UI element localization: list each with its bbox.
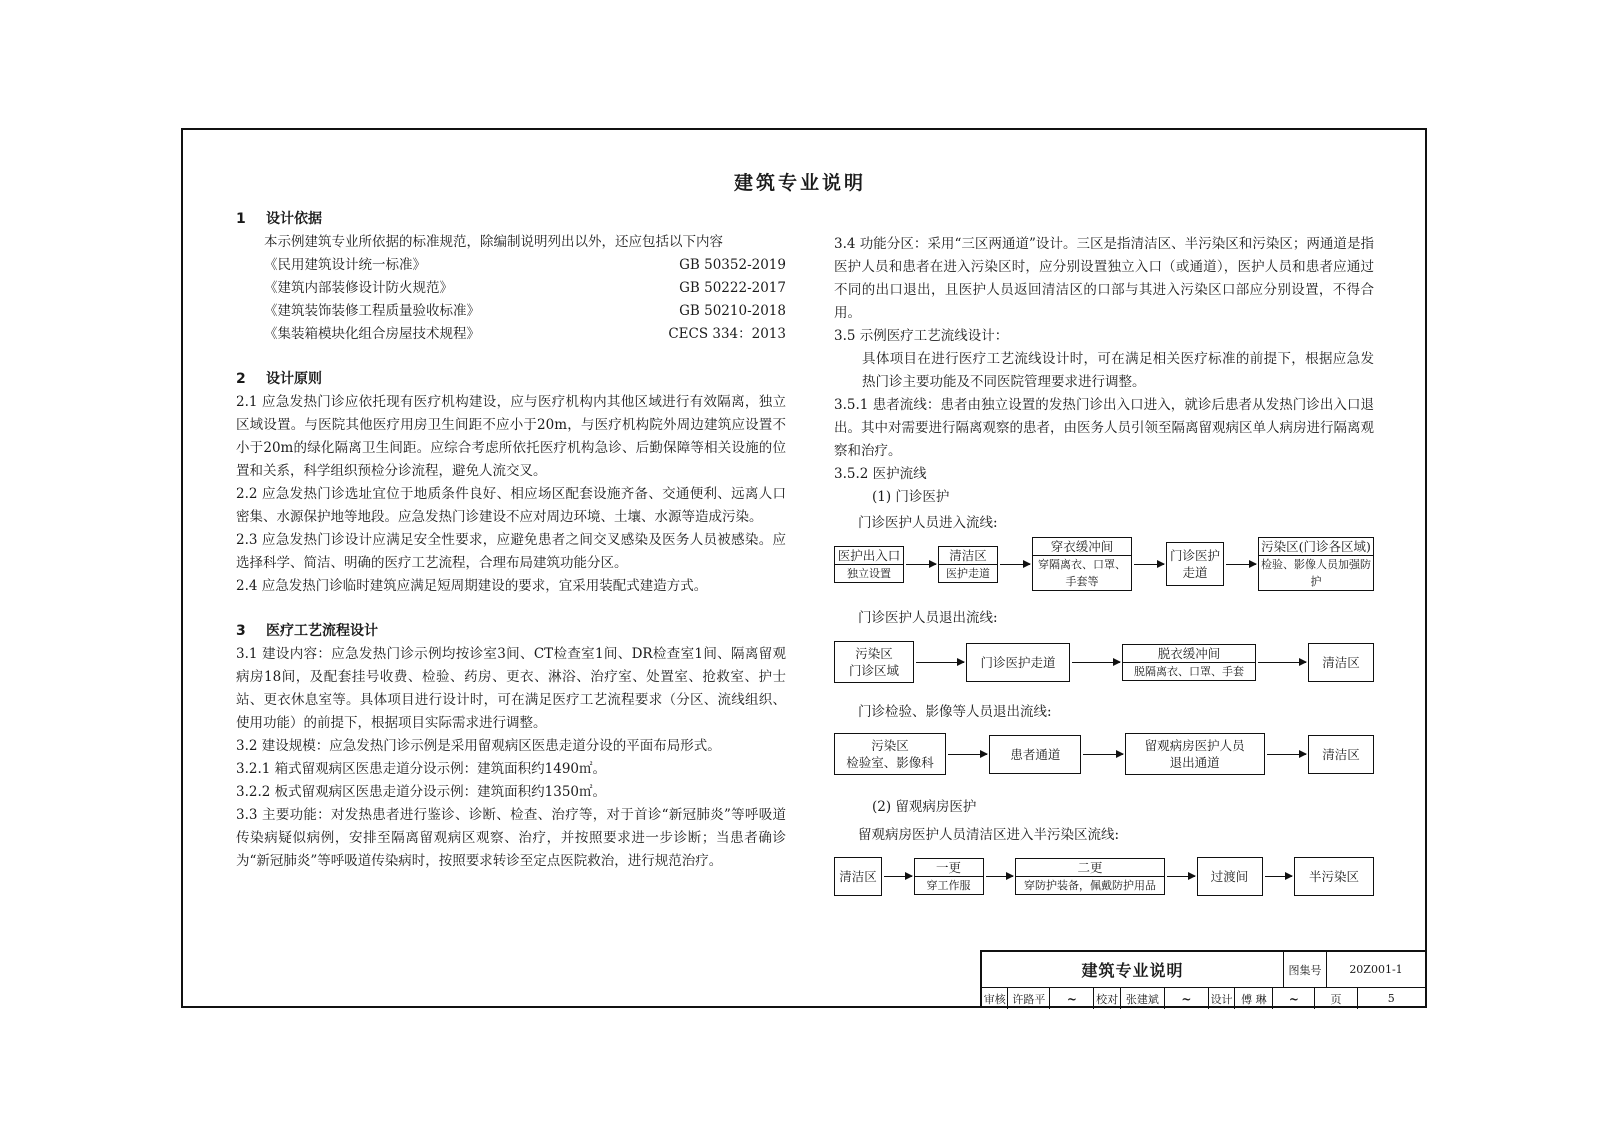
review-label: 审核 [982,988,1008,1009]
flow-box: 污染区 检验室、影像科 [834,733,946,775]
arrow [884,876,912,877]
flow-box: 患者通道 [989,735,1081,774]
standard-row: 《建筑内部装修设计防火规范》 GB 50222-2017 [264,280,786,296]
paragraph-2-1: 2.1 应急发热门诊应依托现有医疗机构建设，应与医疗机构内其他区域进行有效隔离，独立区域设置。与医院其他医疗用房卫生间距不应小于20m，与医疗机构院外周边建筑应设置不小于20m的绿化隔离卫生间距。应综合考虑所依托医疗机构急诊、后勤保障等相关设施的位置和关系，科学组织预检分诊流程，避免人流交叉。 [236,394,786,479]
flow-box: 清洁区 [834,857,882,896]
title-block [980,950,1425,1008]
flow-3-label: 门诊检验、影像等人员退出流线: [858,704,1052,720]
reviewer-signature: ~ [1050,988,1094,1009]
flow-2-label: 门诊医护人员退出流线: [858,610,998,626]
atlas-label: 图集号 [1284,952,1327,987]
flow-box: 污染区(门诊各区域) 检验、影像人员加强防护 [1258,537,1374,591]
arrow [1072,662,1120,663]
atlas-number: 20Z001-1 [1349,963,1403,976]
arrow [1083,754,1122,755]
arrow [948,754,987,755]
flow-box: 留观病房医护人员 退出通道 [1125,733,1265,775]
paragraph-2-3: 2.3 应急发热门诊设计应满足安全性要求，应避免患者之间交叉感染及医务人员被感染。应选择科学、简洁、明确的医疗工艺流程，合理布局建筑功能分区。 [236,532,786,571]
standard-row: 《集装箱模块化组合房屋技术规程》 CECS 334：2013 [264,326,786,342]
flow-box: 过渡间 [1197,857,1263,896]
arrow [1265,876,1293,877]
paragraph-3-1: 3.1 建设内容：应急发热门诊示例均按诊室3间、CT检查室1间、DR检查室1间、隔离留观病房18间，及配套挂号收费、检验、药房、更衣、淋浴、治疗室、处置室、抢救室、护士站、更衣休息室等。具体项目进行设计时，可在满足医疗工艺流程要求（分区、流线组织、使用功能）的前提下，根据项目实际需求进行调整。 [236,646,786,731]
standard-row: 《民用建筑设计统一标准》 GB 50352-2019 [264,257,786,273]
paragraph-3-2-1: 3.2.1 箱式留观病区医患走道分设示例：建筑面积约1490㎡。 [236,761,606,777]
paragraph-2-2: 2.2 应急发热门诊选址宜位于地质条件良好、相应场区配套设施齐备、交通便利、远离人口密集、水源保护地等地段。应急发热门诊建设不应对周边环境、土壤、水源等造成污染。 [236,486,786,525]
paragraph-3-5-2: 3.5.2 医护流线 [834,466,927,482]
paragraph-3-4: 3.4 功能分区：采用“三区两通道”设计。三区是指清洁区、半污染区和污染区；两通道是指医护人员和患者在进入污染区时，应分别设置独立入口（或通道），医护人员和患者应通过不同的出口退出，且医护人员返回清洁区的口部与其进入污染区口部应分别设置，不得合用。 [834,236,1374,321]
section-2-heading: 2 设计原则 [236,371,322,387]
flow-1 [834,540,1374,588]
checker-signature: ~ [1165,988,1209,1009]
flow-4 [834,855,1374,897]
flow-box: 清洁区 [1308,735,1374,774]
right-column [834,233,1374,509]
page-label: 页 [1315,988,1357,1009]
paragraph-2-4: 2.4 应急发热门诊临时建筑应满足短周期建设的要求，宜采用装配式建造方式。 [236,578,708,594]
paragraph-3-5-1: 3.5.1 患者流线：患者由独立设置的发热门诊出入口进入，就诊后患者从发热门诊出入口退出。其中对需要进行隔离观察的患者，由医务人员引领至隔离留观病区单人病房进行隔离观察和治疗。 [834,397,1374,459]
flow-box: 穿衣缓冲间 穿隔离衣、口罩、手套等 [1032,537,1132,591]
left-column [236,208,786,873]
flow-box: 半污染区 [1294,857,1374,896]
standard-row: 《建筑装饰装修工程质量验收标准》 GB 50210-2018 [264,303,786,319]
flow-box: 污染区 门诊区域 [834,641,914,683]
arrow [916,662,964,663]
flow-box: 门诊医护走道 [966,643,1070,682]
arrow [1267,754,1306,755]
arrow [986,876,1014,877]
paragraph-3-3: 3.3 主要功能：对发热患者进行鉴诊、诊断、检查、治疗等，对于首诊“新冠肺炎”等呼吸道传染病疑似病例，安排至隔离留观病区观察、治疗，并按照要求进一步诊断；当患者确诊为“新冠肺炎”等呼吸道传染病时，按照要求转诊至定点医院救治，进行规范治疗。 [236,807,786,869]
designer-signature: ~ [1273,988,1315,1009]
paragraph-3-5-body: 具体项目在进行医疗工艺流线设计时，可在满足相关医疗标准的前提下，根据应急发热门诊主要功能及不同医院管理要求进行调整。 [862,351,1374,390]
arrow [1258,662,1306,663]
title-block-title: 建筑专业说明 [982,952,1284,987]
flow-1-label: 门诊医护人员进入流线: [858,515,998,531]
arrow [1226,564,1256,565]
section-1-intro: 本示例建筑专业所依据的标准规范，除编制说明列出以外，还应包括以下内容 [264,234,723,250]
subheading-outpatient: (1) 门诊医护 [872,489,950,505]
section-1-heading: 1 设计依据 [236,211,322,227]
flow-box: 一更 穿工作服 [914,858,984,895]
section-3-heading: 3 医疗工艺流程设计 [236,623,378,639]
arrow [1000,564,1030,565]
flow-box: 二更 穿防护装备，佩戴防护用品 [1015,858,1165,895]
arrow [1134,564,1164,565]
paragraph-3-2-2: 3.2.2 板式留观病区医患走道分设示例：建筑面积约1350㎡。 [236,784,606,800]
flow-box: 医护出入口 独立设置 [834,546,904,583]
flow-2 [834,642,1374,682]
flow-box: 门诊医护走道 [1166,542,1224,586]
page-number: 5 [1387,992,1395,1005]
design-label: 设计 [1209,988,1235,1009]
paragraph-3-5: 3.5 示例医疗工艺流线设计： [834,328,1009,344]
flow-4-label: 留观病房医护人员清洁区进入半污染区流线: [858,827,1120,843]
reviewer-name: 许路平 [1008,988,1050,1009]
paragraph-3-2: 3.2 建设规模：应急发热门诊示例是采用留观病区医患走道分设的平面布局形式。 [236,738,721,754]
check-label: 校对 [1094,988,1120,1009]
arrow [906,564,936,565]
page-title: 建筑专业说明 [733,172,866,194]
designer-name: 傅 琳 [1235,988,1273,1009]
arrow [1167,876,1195,877]
flow-box: 脱衣缓冲间 脱隔离衣、口罩、手套 [1122,644,1256,681]
flow-3 [834,733,1374,775]
flow-box: 清洁区 医护走道 [938,546,998,583]
subheading-observation: (2) 留观病房医护 [872,799,977,815]
flow-box: 清洁区 [1308,643,1374,682]
checker-name: 张建斌 [1121,988,1165,1009]
